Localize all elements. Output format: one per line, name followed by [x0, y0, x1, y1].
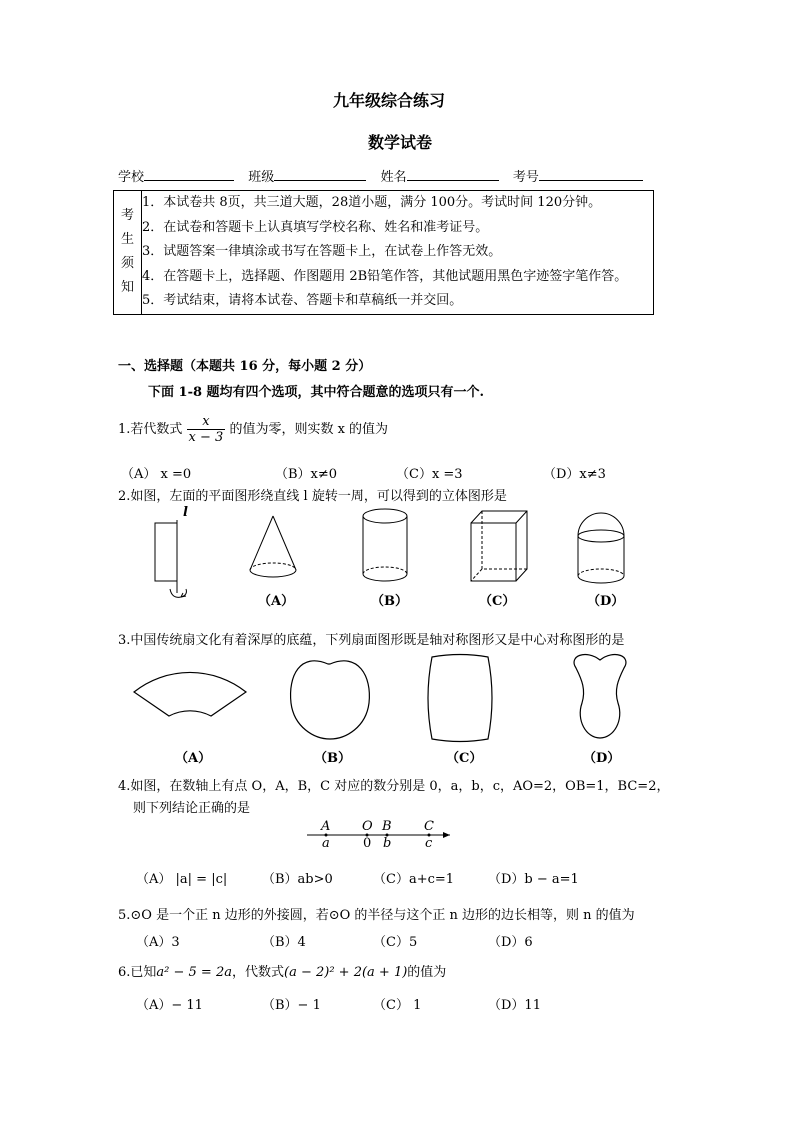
q4-option-d[interactable]: （D）b − a=1 [488, 872, 579, 887]
field-name-label: 姓名 [380, 170, 407, 185]
axis-label-b: B [382, 819, 392, 834]
q1-option-a[interactable]: （A） x =0 [121, 467, 192, 482]
notice-rule: 4．在答题卡上，选择题、作图题用 2B铅笔作答，其他试题用黑色字迹签字笔作答。 [142, 268, 628, 284]
q2-label-b[interactable]: （B） [371, 594, 408, 609]
q2-label-c[interactable]: （C） [479, 594, 516, 609]
q4-option-b[interactable]: （B）ab>0 [262, 872, 333, 887]
q6-option-b[interactable]: （B）− 1 [262, 998, 321, 1013]
question-5: 5.⊙O 是一个正 n 边形的外接圆，若⊙O 的半径与这个正 n 边形的边长相等，则 n 的值为 [118, 908, 635, 923]
q5-option-b[interactable]: （B）4 [262, 935, 306, 950]
axis-value-a: a [322, 836, 330, 851]
q3-label-d[interactable]: （D） [583, 751, 621, 766]
section-instruction: 下面 1-8 题均有四个选项，其中符合题意的选项只有一个. [148, 385, 485, 400]
q2-label-d[interactable]: （D） [587, 594, 625, 609]
q6-expression: (a − 2)² + 2(a + 1) [284, 965, 408, 980]
q2-label-a[interactable]: （A） [258, 594, 295, 609]
notice-rule: 5．考试结束，请将本试卷、答题卡和草稿纸一并交回。 [142, 293, 463, 308]
q6-condition: a² − 5 = 2a [156, 965, 232, 980]
question-4-line-1: 4.如图，在数轴上有点 O，A，B，C 对应的数分别是 0，a，b，c，AO=2，OB=1，BC=2， [118, 779, 670, 794]
question-3: 3.中国传统扇文化有着深厚的底蕴，下列扇面图形既是轴对称图形又是中心对称图形的是 [118, 633, 625, 648]
axis-value-c: c [425, 836, 433, 851]
question-4-line-2: 则下列结论正确的是 [133, 801, 251, 816]
q6-option-a[interactable]: （A）− 11 [136, 998, 203, 1013]
q6-prefix: 6.已知 [118, 965, 157, 980]
notice-rule: 1．本试卷共 8页，共三道大题，28道小题，满分 100分。考试时间 120分钟。 [142, 195, 602, 210]
q1-option-d[interactable]: （D）x≠3 [543, 467, 606, 482]
notice-rule: 2．在试卷和答题卡上认真填写学校名称、姓名和准考证号。 [142, 219, 489, 235]
q4-option-a[interactable]: （A） |a| = |c| [136, 872, 228, 887]
field-school-label: 学校 [118, 170, 145, 185]
q1-prefix: 1.若代数式 [118, 422, 183, 437]
q1-option-c[interactable]: （C）x =3 [396, 467, 463, 482]
page-subtitle: 数学试卷 [368, 133, 433, 152]
q1-suffix: 的值为零，则实数 x 的值为 [229, 422, 389, 437]
axis-label-c: C [424, 819, 434, 834]
q1-denominator: x − 3 [188, 430, 224, 445]
axis-value-o: 0 [363, 836, 372, 851]
q3-label-a[interactable]: （A） [175, 751, 212, 766]
page-title: 九年级综合练习 [333, 91, 446, 110]
q3-label-b[interactable]: （B） [314, 751, 351, 766]
q5-option-d[interactable]: （D）6 [488, 935, 533, 950]
field-number-label: 考号 [512, 170, 539, 185]
q5-option-c[interactable]: （C）5 [373, 935, 418, 950]
axis-value-b: b [383, 836, 392, 851]
question-6 [118, 961, 446, 980]
axis-label-o: O [362, 819, 373, 834]
q3-label-c[interactable]: （C） [446, 751, 483, 766]
q2-line-label: l [183, 505, 188, 520]
q4-option-c[interactable]: （C）a+c=1 [373, 872, 455, 887]
notice-side-label: 考 生 须 知 [114, 191, 142, 315]
q6-option-c[interactable]: （C） 1 [373, 998, 422, 1013]
field-class-label: 班级 [248, 170, 275, 185]
q5-option-a[interactable]: （A）3 [136, 935, 180, 950]
axis-label-a: A [321, 819, 331, 834]
q6-middle: ，代数式 [231, 965, 284, 980]
q6-suffix: 的值为 [407, 965, 447, 980]
q1-numerator: x [187, 414, 226, 430]
q1-option-b[interactable]: （B）x≠0 [275, 467, 338, 482]
q6-option-d[interactable]: （D）11 [488, 998, 541, 1013]
notice-rule: 3．试题答案一律填涂或书写在答题卡上，在试卷上作答无效。 [142, 244, 502, 259]
question-2: 2.如图，左面的平面图形绕直线 l 旋转一周，可以得到的立体图形是 [118, 489, 507, 504]
section-heading: 一、选择题（本题共 16 分，每小题 2 分） [118, 359, 372, 374]
